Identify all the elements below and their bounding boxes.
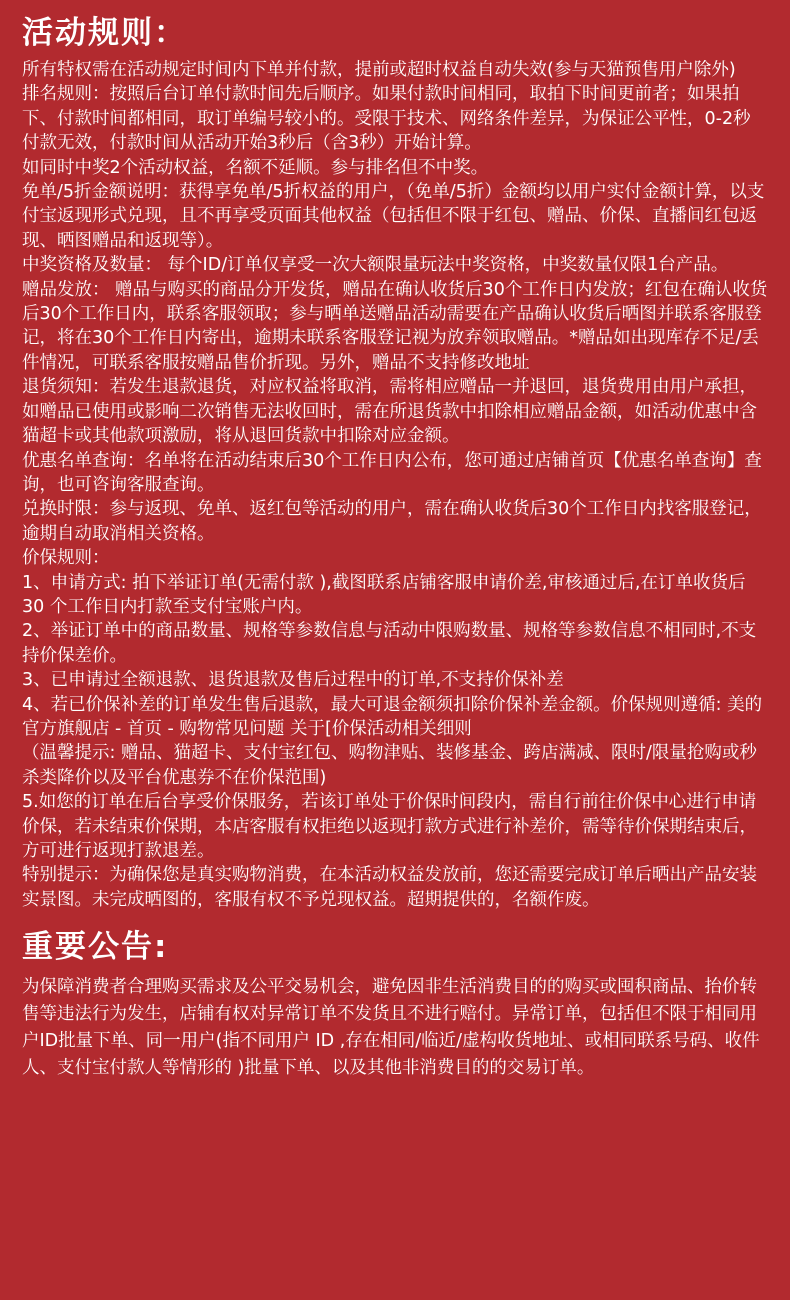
notice-title: 重要公告: <box>22 929 169 966</box>
rule-paragraph: 价保规则： <box>22 548 110 569</box>
rule-paragraph: 5.如您的订单在后台享受价保服务，若该订单处于价保时间段内，需自行前往价保中心进行申请价保，若未结束价保期，本店客服有权拒绝以返现打款方式进行补差价，需等待价保期结束后，方可进行返现打款退差。 <box>22 792 757 861</box>
rule-paragraph: 特别提示：为确保您是真实购物消费，在本活动权益发放前，您还需要完成订单后晒出产品安装实景图。未完成晒图的，客服有权不予兑现权益。超期提供的，名额作废。 <box>22 865 757 910</box>
rule-paragraph: 免单/5折金额说明：获得享免单/5折权益的用户，（免单/5折）金额均以用户实付金额计算，以支付宝返现形式兑现，且不再享受页面其他权益（包括但不限于红包、赠品、价保、直播间红包返现、晒图赠品和返现等）。 <box>22 182 765 251</box>
rule-paragraph: 优惠名单查询：名单将在活动结束后30个工作日内公布，您可通过店铺首页【优惠名单查询】查询，也可咨询客服查询。 <box>22 450 762 495</box>
rules-title: 活动规则： <box>22 15 187 51</box>
rule-paragraph: 所有特权需在活动规定时间内下单并付款，提前或超时权益自动失效(参与天猫预售用户除外) <box>22 60 736 80</box>
rule-paragraph: 1、申请方式: 拍下举证订单(无需付款 ),截图联系店铺客服申请价差,审核通过后,在订单收货后 30 个工作日内打款至支付宝账户内。 <box>22 572 746 617</box>
rule-paragraph: 2、举证订单中的商品数量、规格等参数信息与活动中限购数量、规格等参数信息不相同时,不支持价保差价。 <box>22 621 757 666</box>
rule-paragraph: （温馨提示: 赠品、猫超卡、支付宝红包、购物津贴、装修基金、跨店满减、限时/限量抢购或秒杀类降价以及平台优惠券不在价保范围) <box>22 743 757 788</box>
notice-text: 为保障消费者合理购买需求及公平交易机会，避免因非生活消费目的的购买或囤积商品、抬价转售等违法行为发生，店铺有权对异常订单不发货且不进行赔付。异常订单，包括但不限于相同用户ID批量下单、同一用户(指不同用户 ID ,存在相同/临近/虚构收货地址、或相同联系号码、收件人、支付宝付款人等情形的 )批量下单、以及其他非消费目的的交易订单。 <box>22 977 760 1079</box>
rules-body <box>22 58 768 912</box>
rule-paragraph: 退货须知：若发生退款退货，对应权益将取消，需将相应赠品一并退回，退货费用由用户承担，如赠品已使用或影响二次销售无法收回时，需在所退货款中扣除相应赠品金额，如活动优惠中含猫超卡或其他款项激励，将从退回货款中扣除对应金额。 <box>22 377 757 447</box>
rule-paragraph: 3、已申请过全额退款、退货退款及售后过程中的订单,不支持价保补差 <box>22 670 564 691</box>
rule-paragraph: 4、若已价保补差的订单发生售后退款，最大可退金额须扣除价保补差金额。价保规则遵循: 美的官方旗舰店 - 首页 - 购物常见问题 关于[价保活动相关细则 <box>22 694 763 739</box>
rule-paragraph: 中奖资格及数量： 每个ID/订单仅享受一次大额限量玩法中奖资格，中奖数量仅限1台产品。 <box>22 255 729 276</box>
rule-paragraph: 如同时中奖2个活动权益，名额不延顺。参与排名但不中奖。 <box>22 157 489 178</box>
rule-paragraph: 赠品发放： 赠品与购买的商品分开发货，赠品在确认收货后30个工作日内发放；红包在确认收货后30个工作日内，联系客服领取；参与晒单送赠品活动需要在产品确认收货后晒图并联系客服登记，将在30个工作日内寄出，逾期未联系客服登记视为放弃领取赠品。*赠品如出现库存不足/丢件情况，可联系客服按赠品售价折现。另外，赠品不支持修改地址 <box>22 279 768 373</box>
rule-paragraph: 兑换时限：参与返现、免单、返红包等活动的用户，需在确认收货后30个工作日内找客服登记，逾期自动取消相关资格。 <box>22 499 762 544</box>
rule-paragraph: 排名规则：按照后台订单付款时间先后顺序。如果付款时间相同，取拍下时间更前者；如果拍下、付款时间都相同，取订单编号较小的。受限于技术、网络条件差异，为保证公平性，0-2秒付款无效，付款时间从活动开始3秒后（含3秒）开始计算。 <box>22 84 751 154</box>
notice-body <box>22 974 768 1082</box>
